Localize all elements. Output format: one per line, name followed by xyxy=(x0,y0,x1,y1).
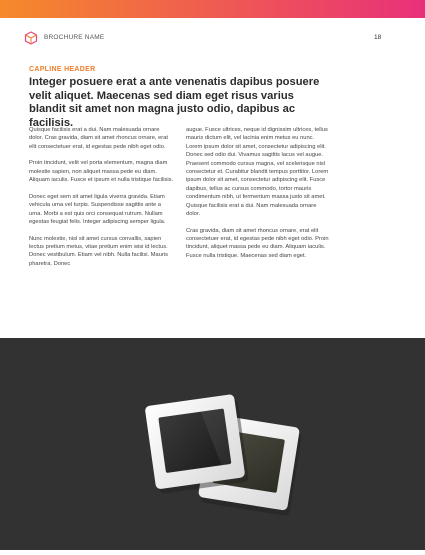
slide-frame-front xyxy=(145,393,249,494)
body-paragraph: augue. Fusce ultrices, neque id dignissim ultrices, tellus mauris dictum elit, vel lacinia enim metus eu nunc. Lorem ipsum dolor sit amet, consectetur adipiscing elit. Donec sed odio dui. Vivamus sagittis lacus vel augue. Praesent commodo cursus magna, vel scelerisque nisl consectetur et. Curabitur blandit tempus porttitor. Lorem ipsum dolor sit amet, consectetur adipiscing elit. Fusce dapibus, tellus ac cursus commodo, tortor mauris condimentum nibh, ut fermentum massa justo sit amet. Quisque facilisis erat a dui. Nam malesuada ornare dolor. xyxy=(186,127,329,218)
body-paragraph: Quisque facilisis erat a dui. Nam malesuada ornare dolor. Cras gravida, diam sit amet rhoncus ornare, erat elit consectetuer erat, id egestas pede nibh eget odio. xyxy=(29,127,169,150)
brochure-name: BROCHURE NAME xyxy=(44,34,105,41)
page-number: 18 xyxy=(374,34,382,41)
body-paragraph: Donec eget sem sit amet ligula viverra gravida. Etiam vehicula urna vel turpis. Suspendisse sagittis ante a urna. Morbi a est quis orci consequat rutrum. Nullam egestas feugiat felis. Integer adipiscing semper ligula. xyxy=(29,193,166,226)
photo-slides-image xyxy=(0,338,425,550)
capline-header: CAPLINE HEADER xyxy=(29,66,96,73)
page-header xyxy=(24,32,384,46)
photo-panel xyxy=(0,338,425,550)
body-column-left xyxy=(29,126,174,276)
top-gradient-bar xyxy=(0,0,425,18)
body-column-right xyxy=(186,126,331,268)
headline: Integer posuere erat a ante venenatis dapibus posuere velit aliquet. Maecenas sed diam eget risus varius blandit sit amet non magna justo odio, dapibus ac facilisis. xyxy=(29,76,320,129)
body-paragraph: Proin tincidunt, velit vel porta elementum, magna diam molestie sapien, non aliquet massa pede eu diam. Aliquam iaculis. Fusce et ipsum et nulla tristique facilisis. xyxy=(29,160,174,184)
body-paragraph: Cras gravida, diam sit amet rhoncus ornare, erat elit consectetuer erat, id egestas pede nibh eget odio. Proin tincidunt, aliquet massa pede eu diam. Aliquam iaculis. Fusce nulla tristique. Maecenas sed diam eget. xyxy=(186,227,329,259)
hexagon-cube-icon xyxy=(24,31,38,45)
body-paragraph: Nunc molestie, nisl sit amet cursus convallis, sapien lectus pretium metus, vitae pretium enim wisi id lectus. Donec vestibulum. Etiam vel nibh. Nulla facilisi. Mauris pharetra. Donec xyxy=(29,235,169,267)
